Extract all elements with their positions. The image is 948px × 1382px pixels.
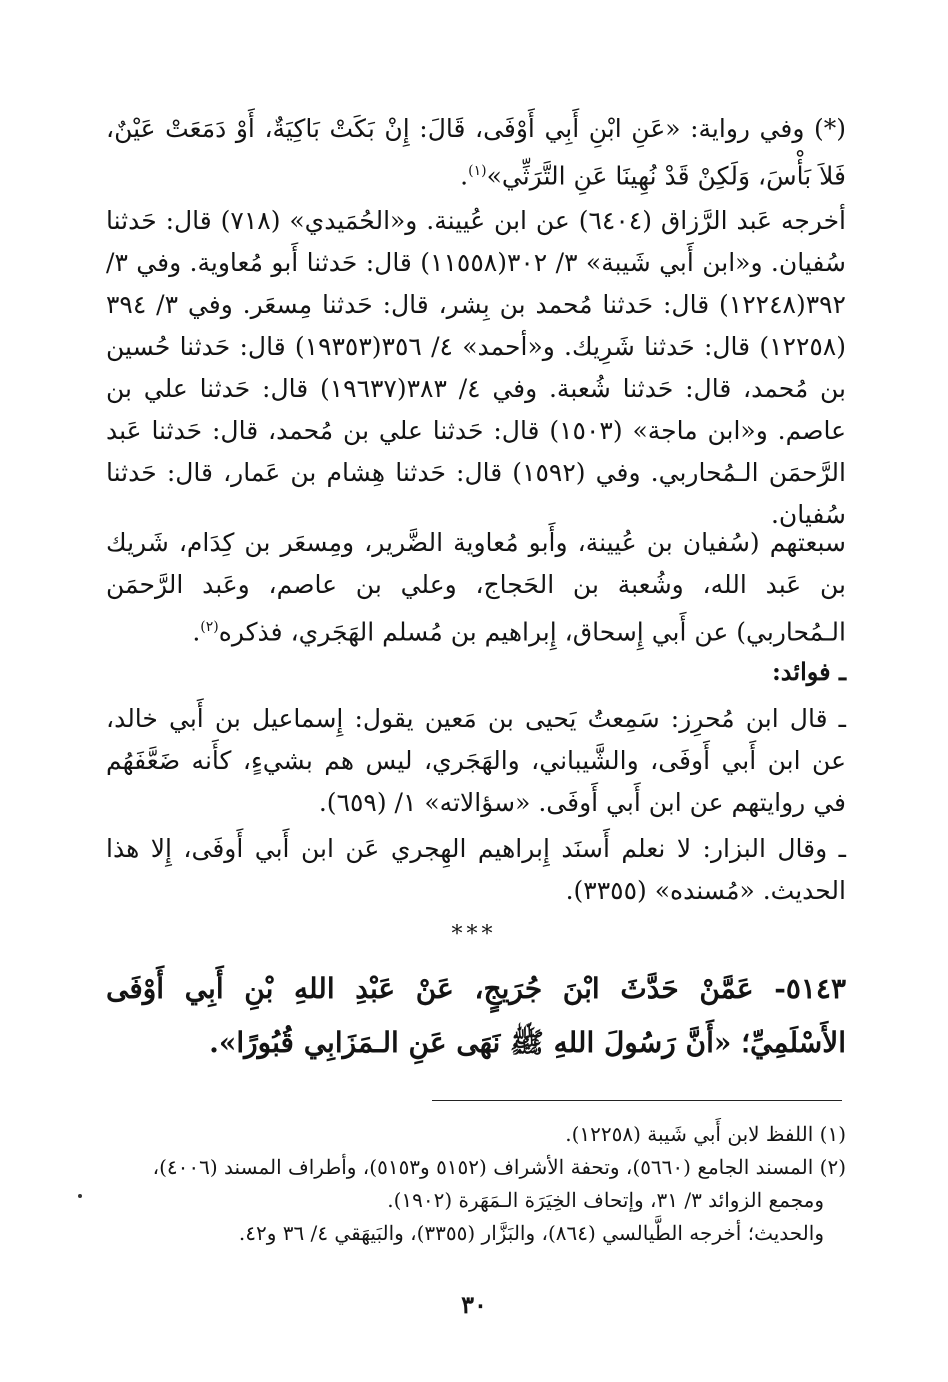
- footnote-2: (٢) المسند الجامع (٥٦٦٠)، وتحفة الأشراف (٥١٥٢ و٥١٥٣)، وأطراف المسند (٤٠٠٦)،: [152, 1155, 846, 1179]
- summary-text: سبعتهم (سُفيان بن عُيينة، وأَبو مُعاوية الضَّرير، ومِسعَر بن كِدَام، شَريك بن عَبد الله، وشُعبة بن الحَجاج، وعلي بن عاصم، وعَبد الرَّحمَن الـمُحاربي) عن أَبي إِسحاق، إِبراهيم بن مُسلم الهَجَري، فذكره: [106, 528, 846, 647]
- benefit-ibn-muhriz: ـ قال ابن مُحرِز: سَمِعتُ يَحيى بن مَعين يقول: إِسماعيل بن أَبي خالد، عن ابن أَبي أَوفَى، والشَّيباني، والهَجَري، ليس هم بشيءٍ، كأَنه ضَعَّفَهُم في روايتهم عن ابن أَبي أَوفَى. «سؤالاته» ١/ (٦٥٩).: [106, 704, 846, 817]
- page-number: ٣٠: [461, 1290, 487, 1319]
- footnote-ref-2: (٢): [200, 619, 219, 635]
- narration-end: .: [460, 161, 469, 191]
- stray-dot: [78, 1194, 82, 1198]
- summary-end: .: [192, 617, 201, 647]
- section-separator: ***: [451, 922, 497, 947]
- narration-text: (*) وفي رواية: «عَنِ ابْنِ أَبِي أَوْفَى، قَالَ: إِنْ بَكَتْ بَاكِيَةٌ، أَوْ دَمَعَتْ عَيْنٌ، فَلاَ بَأْسَ، وَلَكِنْ قَدْ نُهِينَا عَنِ التَّرَثِّي»: [106, 114, 846, 191]
- footnote-1: (١) اللفظ لابن أَبي شَيبة (١٢٢٥٨).: [565, 1122, 846, 1146]
- benefits-heading: ـ فوائد:: [771, 657, 846, 686]
- footnote-rule: [432, 1100, 842, 1101]
- summary-paragraph: [106, 522, 846, 653]
- footnote-2-cont: ومجمع الزوائد ٣/ ٣١، وإتحاف الخِيَرَة الـمَهَرة (١٩٠٢).: [387, 1188, 824, 1212]
- benefit-bazzar: ـ وقال البزار: لا نعلم أَسنَد إِبراهيم الهِجري عَن ابن أَبي أَوفَى، إِلا هذا الحديث. «مُسنده» (٣٣٥٥).: [106, 834, 846, 905]
- footnotes: [106, 1118, 846, 1250]
- hadith-5143: ٥١٤٣- عَمَّنْ حَدَّثَ ابْنَ جُرَيجٍ، عَنْ عَبْدِ اللهِ بْنِ أَبِي أَوْفَى الأَسْلَمِيِّ؛ «أَنَّ رَسُولَ اللهِ ﷺ نَهَى عَنِ الـمَزَابِي قُبُورًا».: [106, 972, 846, 1059]
- takhrij-paragraph: أخرجه عَبد الرَّزاق (٦٤٠٤) عن ابن عُيينة. و«الحُمَيدي» (٧١٨) قال: حَدثنا سُفيان. و«ابن أَبي شَيبة» ٣/ ٣٠٢(١١٥٥٨) قال: حَدثنا أَبو مُعاوية. وفي ٣/ ٣٩٢(١٢٢٤٨) قال: حَدثنا مُحمد بن بِشر، قال: حَدثنا مِسعَر. وفي ٣/ ٣٩٤ (١٢٢٥٨) قال: حَدثنا شَرِيك. و«أحمد» ٤/ ٣٥٦(١٩٣٥٣) قال: حَدثنا حُسين بن مُحمد، قال: حَدثنا شُعبة. وفي ٤/ ٣٨٣(١٩٦٣٧) قال: حَدثنا علي بن عاصم. و«ابن ماجة» (١٥٠٣) قال: حَدثنا علي بن مُحمد، قال: حَدثنا عَبد الرَّحمَن الـمُحاربي. وفي (١٥٩٢) قال: حَدثنا هِشام بن عَمار، قال: حَدثنا سُفيان.: [106, 206, 847, 529]
- footnote-ref-1: (١): [468, 163, 487, 179]
- footnote-2-hadith: والحديث؛ أخرجه الطَّيالسي (٨٦٤)، والبَزَّار (٣٣٥٥)، والبَيهَقي ٤/ ٣٦ و٤٢.: [238, 1221, 824, 1245]
- narration-paragraph: [106, 108, 846, 197]
